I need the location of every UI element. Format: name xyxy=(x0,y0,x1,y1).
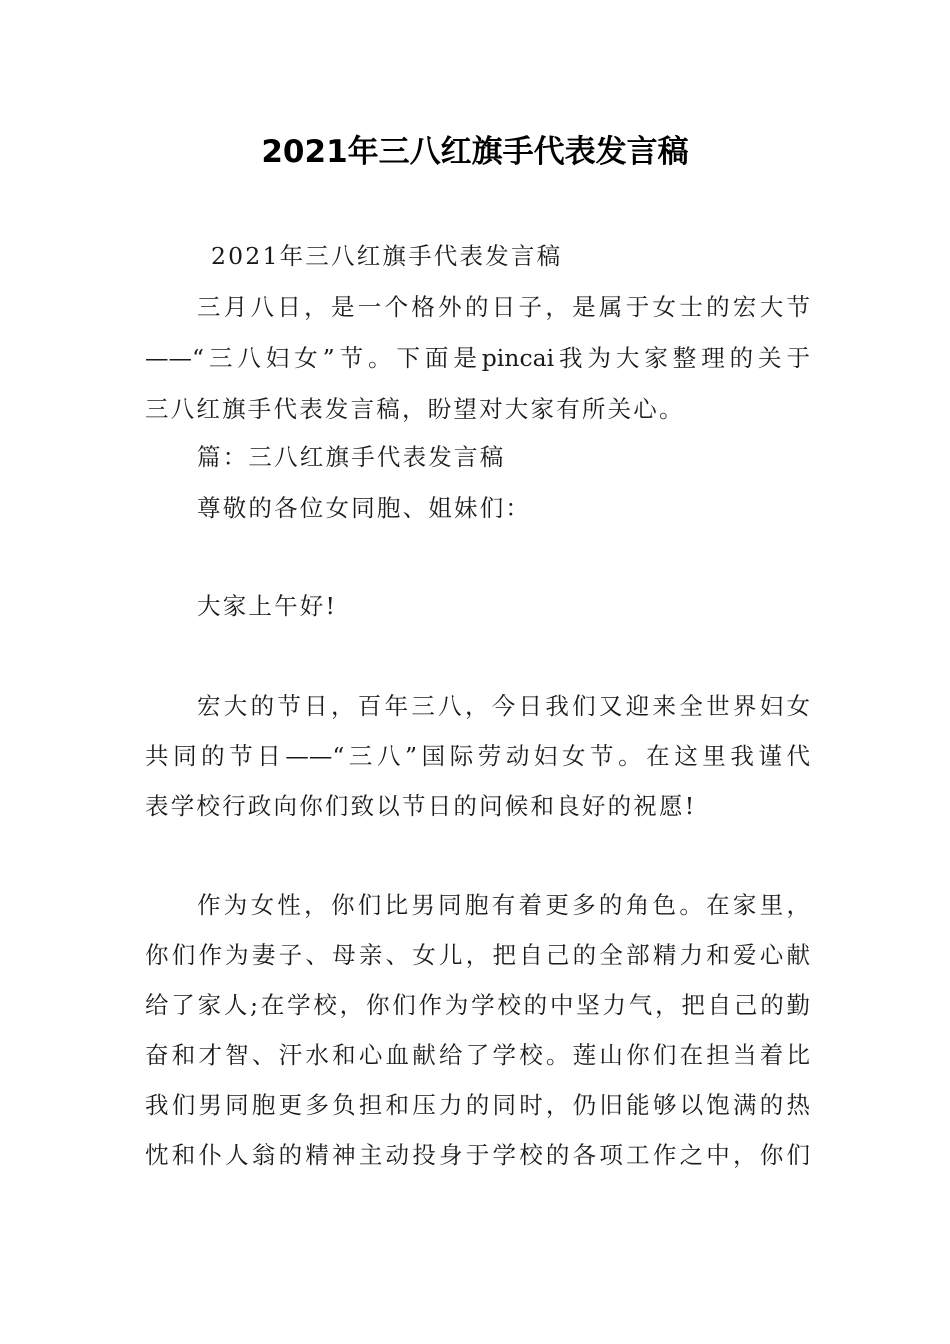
body-line: 2021年三八红旗手代表发言稿 xyxy=(211,242,563,270)
body-line: 表学校行政向你们致以节日的问候和良好的祝愿! xyxy=(145,792,697,820)
document-title: 2021年三八红旗手代表发言稿 xyxy=(261,134,689,170)
body-line: 作为女性，你们比男同胞有着更多的角色。在家里， xyxy=(197,891,810,919)
body-line: 篇：三八红旗手代表发言稿 xyxy=(197,443,506,471)
body-line: ——“三八妇女”节。下面是pincai我为大家整理的关于 xyxy=(145,344,810,372)
body-line: 共同的节日——“三八”国际劳动妇女节。在这里我谨代 xyxy=(145,742,810,770)
body-line: 忱和仆人翁的精神主动投身于学校的各项工作之中，你们 xyxy=(145,1141,810,1169)
body-line: 宏大的节日，百年三八，今日我们又迎来全世界妇女 xyxy=(197,692,810,720)
body-line: 大家上午好! xyxy=(197,592,338,620)
body-line: 尊敬的各位女同胞、姐妹们： xyxy=(197,494,532,522)
body-line: 三月八日，是一个格外的日子，是属于女士的宏大节 xyxy=(197,293,810,321)
body-line: 给了家人;在学校，你们作为学校的中坚力气，把自己的勤 xyxy=(145,991,810,1019)
body-line: 三八红旗手代表发言稿，盼望对大家有所关心。 xyxy=(145,395,685,423)
body-line: 奋和才智、汗水和心血献给了学校。莲山你们在担当着比 xyxy=(145,1041,810,1069)
body-line: 我们男同胞更多负担和压力的同时，仍旧能够以饱满的热 xyxy=(145,1091,810,1119)
body-line: 你们作为妻子、母亲、女儿，把自己的全部精力和爱心献 xyxy=(145,941,810,969)
